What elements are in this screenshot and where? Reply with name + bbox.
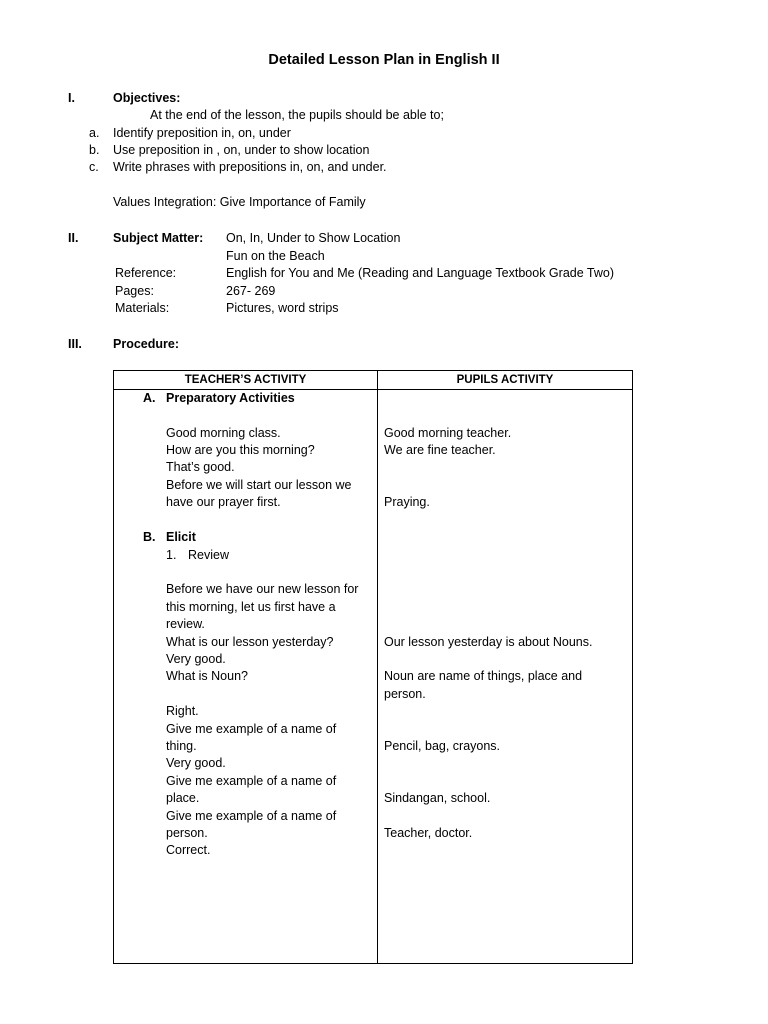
review-line: Give me example of a name of <box>166 809 337 823</box>
procedure-table-row <box>114 390 633 964</box>
review-line: place. <box>166 791 200 805</box>
document-title: Detailed Lesson Plan in English II <box>268 52 500 68</box>
subject-matter-heading: Subject Matter: <box>113 231 204 245</box>
review-line: person. <box>166 826 208 840</box>
materials-label: Materials: <box>115 301 170 315</box>
section-letter-b: B. <box>143 530 156 544</box>
objectives-intro: At the end of the lesson, the pupils should be able to; <box>150 108 444 122</box>
pupil-response: Praying. <box>384 495 430 509</box>
objective-letter-a: a. <box>89 126 100 140</box>
values-integration: Values Integration: Give Importance of Family <box>113 195 366 209</box>
review-line: Very good. <box>166 756 226 770</box>
pupils-activity-cell <box>378 390 633 964</box>
review-line: this morning, let us first have a <box>166 600 336 614</box>
review-line: Very good. <box>166 652 226 666</box>
review-heading: Review <box>188 548 229 562</box>
review-line: Give me example of a name of <box>166 774 337 788</box>
subject-topic-line2: Fun on the Beach <box>226 249 325 263</box>
reference-label: Reference: <box>115 266 177 280</box>
section-numeral-subject-matter: II. <box>68 231 79 245</box>
pupil-response: Pencil, bag, crayons. <box>384 739 501 753</box>
pupil-response: Our lesson yesterday is about Nouns. <box>384 635 593 649</box>
pupils-activity-header: PUPILS ACTIVITY <box>378 371 633 390</box>
pupil-response: person. <box>384 687 426 701</box>
teacher-activity-cell <box>114 390 378 964</box>
teacher-line: have our prayer first. <box>166 495 281 509</box>
pupil-response: Teacher, doctor. <box>384 826 473 840</box>
objective-letter-b: b. <box>89 143 100 157</box>
review-line: thing. <box>166 739 197 753</box>
pupil-response: We are fine teacher. <box>384 443 496 457</box>
pages-value: 267- 269 <box>226 284 276 298</box>
pupil-response: Noun are name of things, place and <box>384 669 583 683</box>
procedure-table <box>113 370 633 964</box>
review-line: Correct. <box>166 843 211 857</box>
objective-letter-c: c. <box>89 160 99 174</box>
review-line: Give me example of a name of <box>166 722 337 736</box>
section-numeral-procedure: III. <box>68 337 82 351</box>
teacher-line: That’s good. <box>166 460 235 474</box>
review-line: What is Noun? <box>166 669 248 683</box>
review-line: Before we have our new lesson for <box>166 582 359 596</box>
review-line: Right. <box>166 704 199 718</box>
pages-label: Pages: <box>115 284 154 298</box>
teacher-line: Before we will start our lesson we <box>166 478 352 492</box>
subject-topic-line1: On, In, Under to Show Location <box>226 231 401 245</box>
teacher-activity-header: TEACHER’S ACTIVITY <box>114 371 378 390</box>
elicit-heading: Elicit <box>166 530 196 544</box>
objective-item-b: Use preposition in , on, under to show location <box>113 143 370 157</box>
teacher-line: Good morning class. <box>166 426 281 440</box>
materials-value: Pictures, word strips <box>226 301 339 315</box>
pupil-response: Good morning teacher. <box>384 426 512 440</box>
review-number: 1. <box>166 548 177 562</box>
section-numeral-objectives: I. <box>68 91 75 105</box>
preparatory-activities-heading: Preparatory Activities <box>166 391 295 405</box>
teacher-line: How are you this morning? <box>166 443 315 457</box>
objective-item-c: Write phrases with prepositions in, on, and under. <box>113 160 387 174</box>
reference-value: English for You and Me (Reading and Language Textbook Grade Two) <box>226 266 615 280</box>
pupil-response: Sindangan, school. <box>384 791 491 805</box>
objectives-heading: Objectives: <box>113 91 181 105</box>
section-letter-a: A. <box>143 391 156 405</box>
review-line: review. <box>166 617 205 631</box>
review-line: What is our lesson yesterday? <box>166 635 334 649</box>
objective-item-a: Identify preposition in, on, under <box>113 126 291 140</box>
procedure-table-header <box>114 371 633 390</box>
procedure-heading: Procedure: <box>113 337 179 351</box>
